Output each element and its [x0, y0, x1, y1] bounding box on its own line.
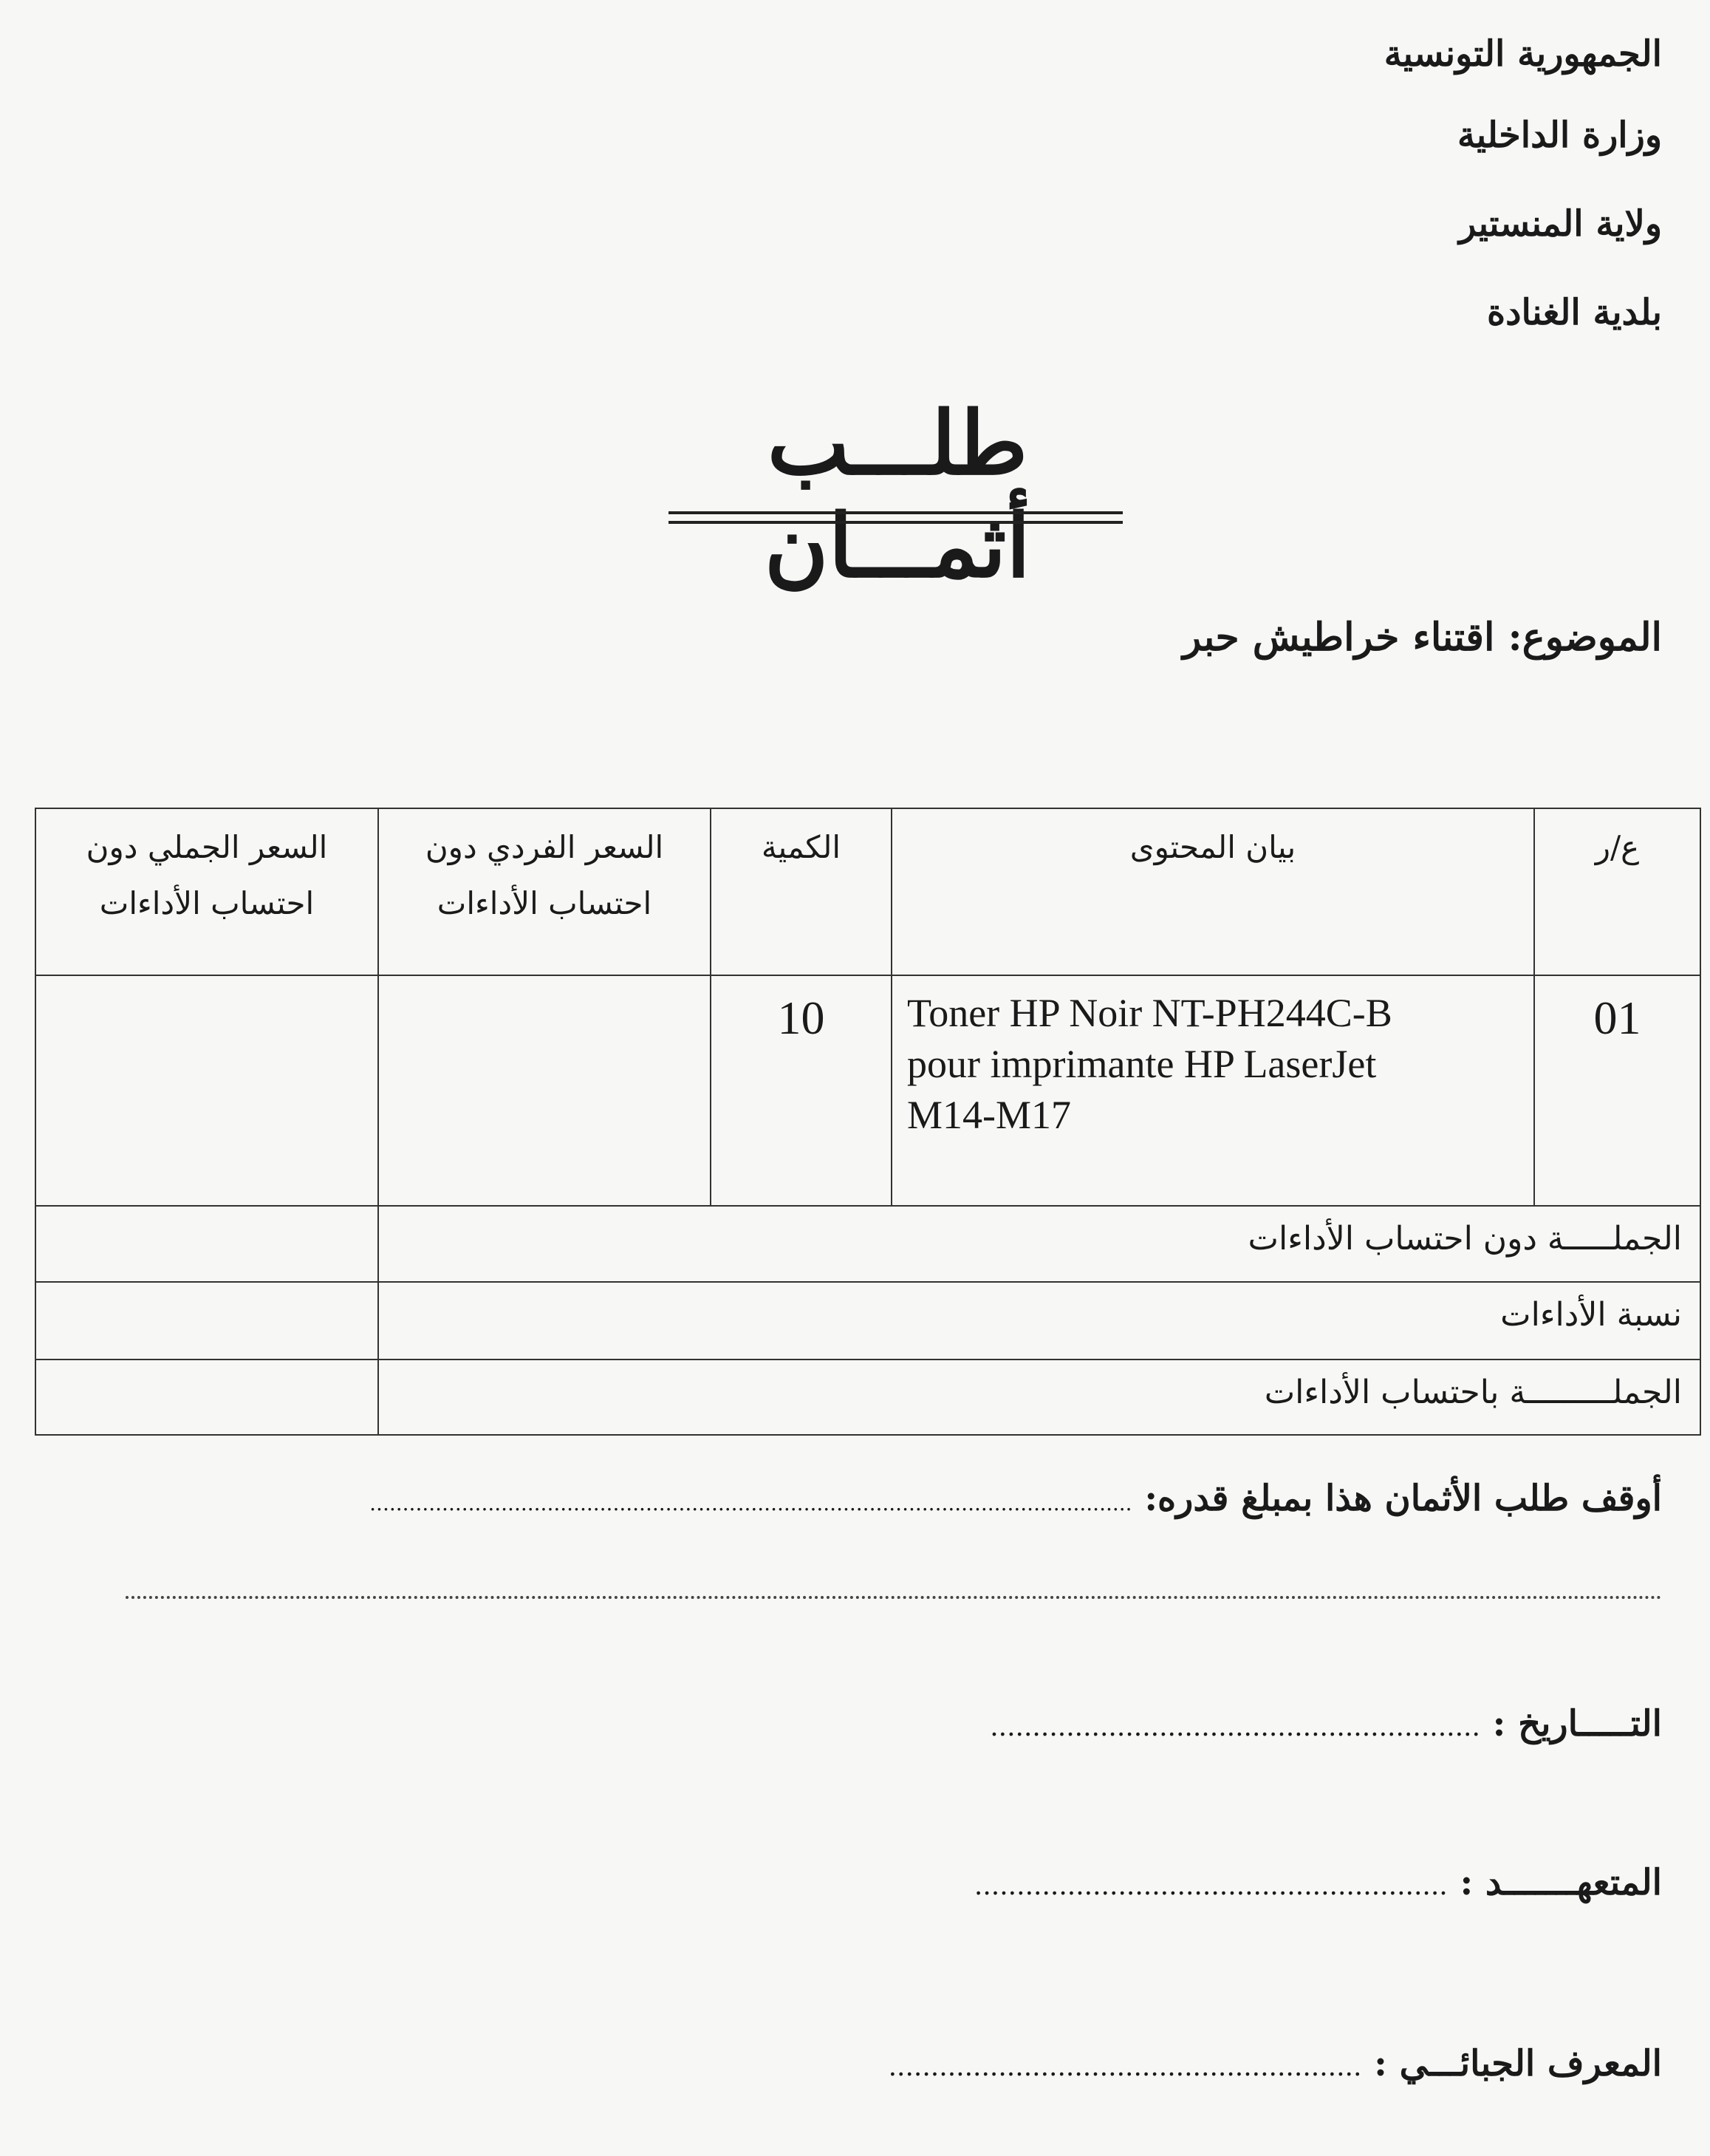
header-ministry: وزارة الداخلية [1457, 115, 1662, 156]
cell-total-price[interactable] [35, 975, 378, 1206]
contractor-label: المتعهـــــــد : [1460, 1862, 1662, 1903]
cell-description: Toner HP Noir NT-PH244C-B pour imprimante HP LaserJet M14-M17 [892, 975, 1534, 1206]
cell-unit-price[interactable] [378, 975, 711, 1206]
header-governorate: ولاية المنستير [1459, 203, 1662, 245]
date-line [990, 1703, 1662, 1744]
tax-id-line [889, 2043, 1662, 2084]
quote-table [35, 808, 1701, 1436]
amount-line [369, 1478, 1662, 1519]
tax-rate-label: نسبة الأداءات [378, 1282, 1700, 1360]
contractor-line [974, 1862, 1662, 1903]
tax-id-label: المعرف الجبائـــي : [1374, 2043, 1662, 2084]
contractor-field[interactable]: ........................................................ [974, 1871, 1448, 1901]
header-order: ع/ر [1534, 808, 1700, 975]
tax-id-field[interactable]: ........................................................ [888, 2052, 1362, 2082]
amount-continuation-line[interactable] [126, 1596, 1662, 1599]
title-underline-top [668, 511, 1123, 514]
total-ttc-row [35, 1360, 1700, 1435]
header-total-price: السعر الجملي دون احتساب الأداءات [35, 808, 378, 975]
header-republic: الجمهورية التونسية [1384, 33, 1662, 75]
cell-order: 01 [1534, 975, 1700, 1206]
header-unit-price: السعر الفردي دون احتساب الأداءات [378, 808, 711, 975]
amount-label: أوقف طلب الأثمان هذا بمبلغ قدره: [1144, 1478, 1662, 1519]
date-label: التـــــاريخ : [1492, 1703, 1662, 1744]
tax-rate-value[interactable] [35, 1282, 378, 1360]
cell-quantity: 10 [711, 975, 892, 1206]
total-ht-value[interactable] [35, 1206, 378, 1282]
table-row [35, 975, 1700, 1206]
total-ht-row [35, 1206, 1700, 1282]
table-header-row [35, 808, 1700, 975]
header-description: بيان المحتوى [892, 808, 1534, 975]
subject-line: الموضوع: اقتناء خراطيش حبر [1183, 615, 1662, 660]
amount-field[interactable]: .................................................................................................................... [369, 1491, 1132, 1515]
header-quantity: الكمية [711, 808, 892, 975]
date-field[interactable]: .......................................................... [990, 1712, 1480, 1742]
tax-rate-row [35, 1282, 1700, 1360]
total-ht-label: الجملـــــة دون احتساب الأداءات [378, 1206, 1700, 1282]
document-title: طلـــب أثمـــان [764, 392, 1031, 597]
title-underline-bottom [668, 521, 1123, 524]
total-ttc-label: الجملـــــــــة باحتساب الأداءات [378, 1360, 1700, 1435]
header-municipality: بلدية الغنادة [1487, 292, 1662, 333]
total-ttc-value[interactable] [35, 1360, 378, 1435]
